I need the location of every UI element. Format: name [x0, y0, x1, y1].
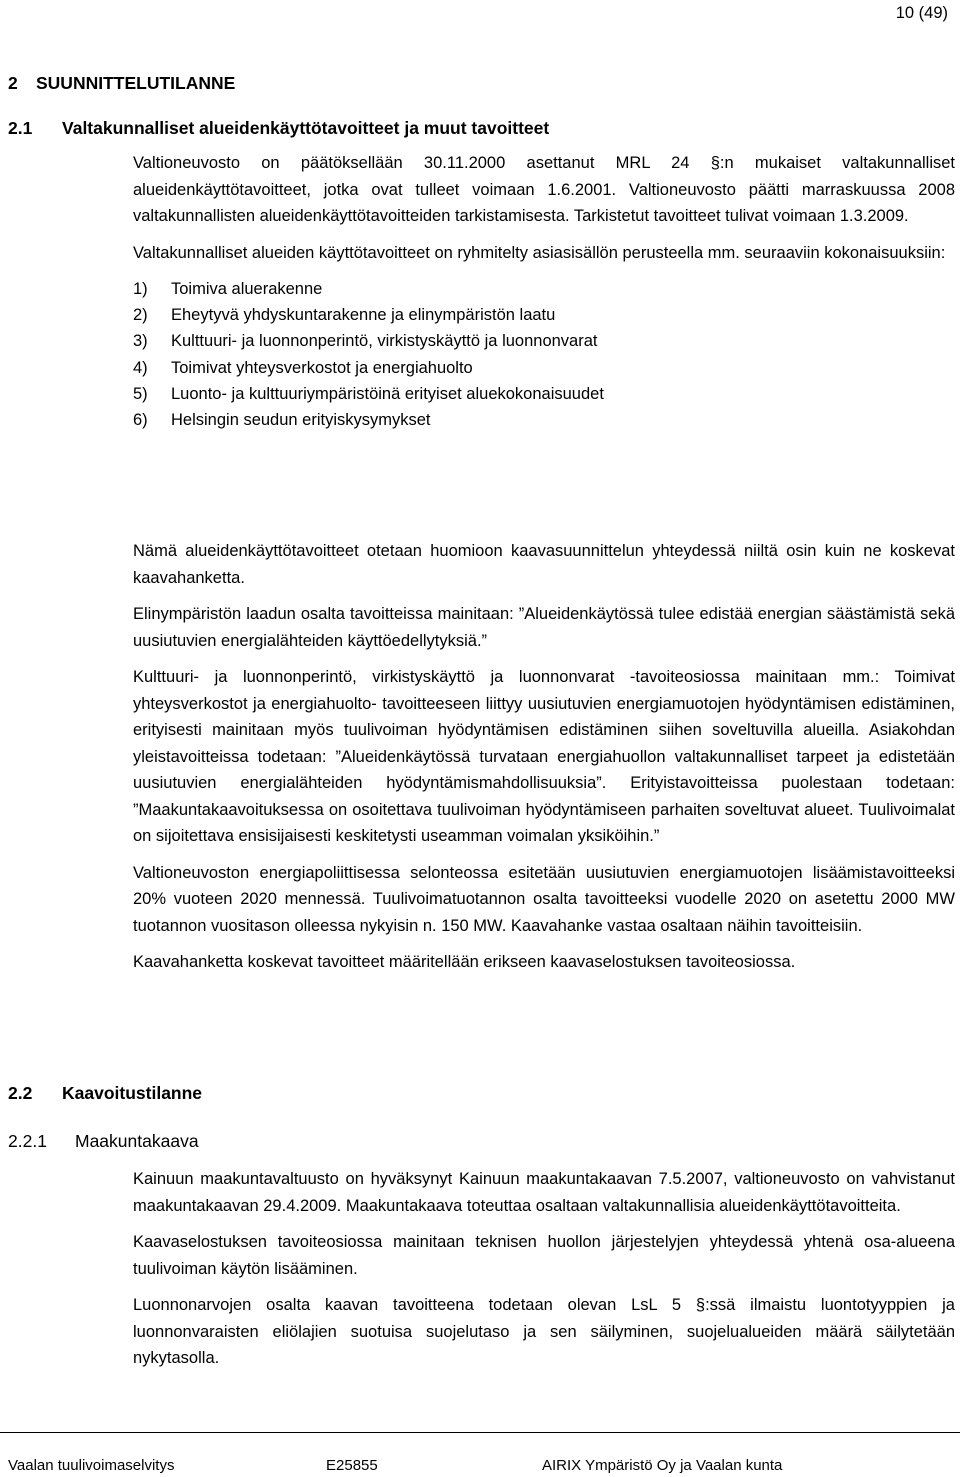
section-2-1-body-continued	[133, 538, 955, 986]
paragraph-8: Kainuun maakuntavaltuusto on hyväksynyt Kainuun maakuntakaavan 7.5.2007, valtioneuvosto on vahvistanut maakuntakaavan 29.4.2009. Maakuntakaava toteuttaa osaltaan valtakunnallisia alueidenkäyttötavoitteita.	[133, 1170, 955, 1215]
paragraph-9: Kaavaselostuksen tavoiteosiossa mainitaan teknisen huollon järjestelyjen yhteydessä yhtenä osa-alueena tuulivoiman käytön lisääminen.	[133, 1233, 955, 1278]
paragraph-5: Kulttuuri- ja luonnonperintö, virkistyskäyttö ja luonnonvarat -tavoiteosiossa mainitaan mm.: Toimivat yhteysverkostot ja energiahuolto- tavoitteeseen liittyy uusiutuvien energiamuotojen hyödyntämisen edistäminen, erityisesti mainitaan myös tuulivoiman hyödyntämisen edistäminen siihen soveltuvilla alueilla. Asiakohdan yleistavoitteissa todetaan: ”Alueidenkäytössä turvataan energiahuollon valtakunnalliset tarpeet ja edistetään uusiutuvien energialähteiden hyödyntämismahdollisuuksia”. Erityistavoitteissa puolestaan todetaan: ”Maakuntakaavoituksessa on osoitettava tuulivoiman hyödyntämiseen parhaiten soveltuvat alueet. Tuulivoimalat on sijoitettava ensisijaisesti keskitetysti useamman voimalan yksiköihin.”	[133, 668, 955, 845]
paragraph-6: Valtioneuvoston energiapoliittisessa selonteossa esitetään uusiutuvien energiamuotojen lisäämistavoitteeksi 20% vuoteen 2020 mennessä. Tuulivoimatuotannon osalta tavoitteeksi vuodelle 2020 on asetettu 2000 MW tuotannon vuositason olleessa nykyisin n. 150 MW. Kaavahanke vastaa osaltaan näihin tavoitteisiin.	[133, 863, 955, 935]
section-title: Kaavoitustilanne	[62, 1083, 203, 1103]
list-item: 3) Kulttuuri- ja luonnonperintö, virkistyskäyttö ja luonnonvarat	[133, 332, 598, 351]
page-number: 10 (49)	[895, 4, 948, 22]
paragraph-4: Elinympäristön laadun osalta tavoitteissa mainitaan: ”Alueidenkäytössä tulee edistää energian säästämistä sekä uusiutuvien energialähteiden käyttöedellytyksiä.”	[133, 605, 955, 650]
list-item: 4) Toimivat yhteysverkostot ja energiahuolto	[133, 358, 473, 377]
paragraph-3: Nämä alueidenkäyttötavoitteet otetaan huomioon kaavasuunnittelun yhteydessä niiltä osin kuin ne koskevat kaavahanketta.	[133, 542, 955, 587]
paragraph-7: Kaavahanketta koskevat tavoitteet määritellään erikseen kaavaselostuksen tavoiteosiossa.	[133, 953, 796, 971]
section-heading-2	[8, 73, 235, 94]
footer-right: AIRIX Ympäristö Oy ja Vaalan kunta	[542, 1457, 783, 1474]
list-item: 6) Helsingin seudun erityiskysymykset	[133, 411, 431, 430]
section-number: 2.2	[8, 1083, 33, 1103]
section-heading-2-1	[8, 118, 549, 139]
footer-left: Vaalan tuulivoimaselvitys	[8, 1457, 175, 1474]
section-number: 2.2.1	[8, 1131, 47, 1151]
paragraph-1: Valtioneuvosto on päätöksellään 30.11.2000 asettanut MRL 24 §:n mukaiset valtakunnalliset alueidenkäyttötavoitteet, jotka ovat tulleet voimaan 1.6.2001. Valtioneuvosto päätti marraskuussa 2008 valtakunnallisten alueidenkäyttötavoitteiden tarkistamisesta. Tarkistetut tavoitteet tulivat voimaan 1.3.2009.	[133, 154, 955, 225]
section-2-1-body	[133, 150, 955, 433]
section-title: SUUNNITTELUTILANNE	[36, 73, 236, 93]
list-item: 5) Luonto- ja kulttuuriympäristöinä erityiset aluekokonaisuudet	[133, 384, 604, 403]
list-item: 2) Eheytyvä yhdyskuntarakenne ja elinympäristön laatu	[133, 306, 556, 325]
section-heading-2-2-1	[8, 1131, 199, 1152]
section-title: Valtakunnalliset alueidenkäyttötavoitteet ja muut tavoitteet	[62, 118, 550, 138]
page-footer	[0, 1432, 960, 1474]
footer-center: E25855	[326, 1457, 378, 1474]
section-number: 2.1	[8, 118, 33, 138]
section-title: Maakuntakaava	[75, 1131, 199, 1151]
goals-list	[133, 276, 955, 433]
section-2-2-1-body	[133, 1166, 955, 1382]
list-item: 1) Toimiva aluerakenne	[133, 280, 323, 298]
paragraph-10: Luonnonarvojen osalta kaavan tavoitteena todetaan olevan LsL 5 §:ssä ilmaistu luontotyyppien ja luonnonvaraisten eliölajien suotuisa suojelutaso ja sen säilyminen, suojelualueiden määrä säilytetään nykytasolla.	[133, 1296, 955, 1367]
section-number: 2	[8, 73, 18, 93]
paragraph-2: Valtakunnalliset alueiden käyttötavoitteet on ryhmitelty asiasisällön perusteella mm. seuraaviin kokonaisuuksiin:	[133, 243, 946, 262]
section-heading-2-2	[8, 1083, 202, 1104]
